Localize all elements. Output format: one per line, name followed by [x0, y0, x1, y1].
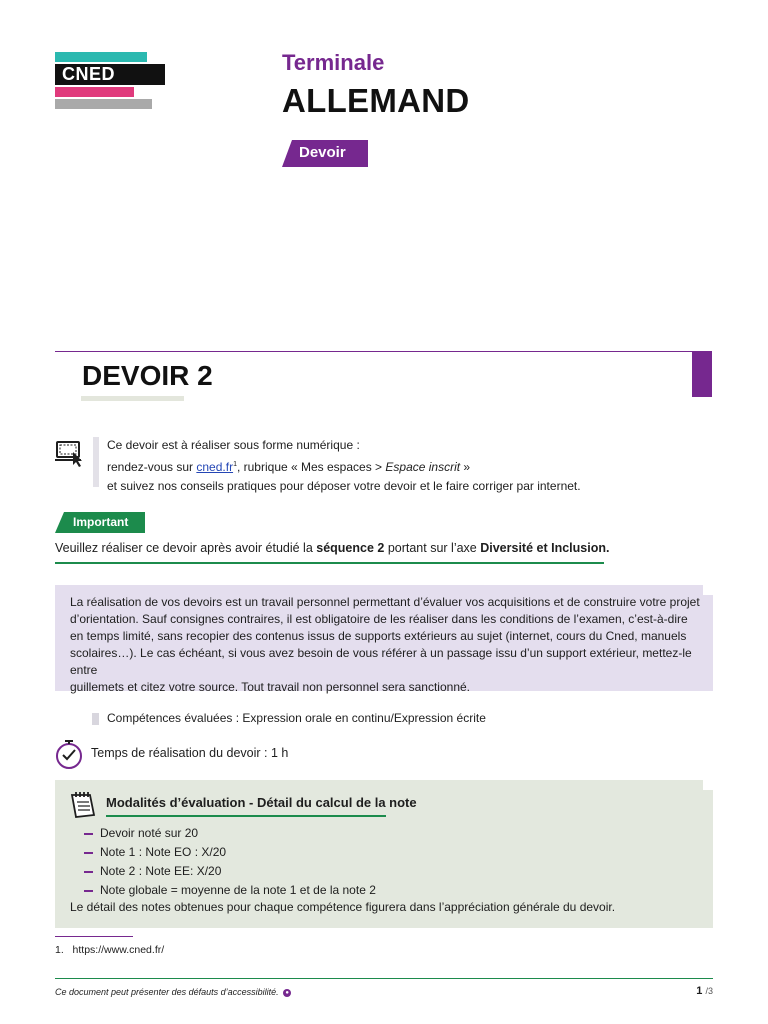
notice-line: guillemets et citez votre source. Tout travail non personnel sera sanctionné.: [70, 680, 470, 694]
logo-bar-grey: [55, 99, 152, 109]
important-sequence: séquence 2: [316, 541, 385, 555]
list-item-text: Note 2 : Note EE: X/20: [100, 864, 222, 878]
info-line-1: Ce devoir est à réaliser sous forme numérique :: [107, 438, 360, 452]
list-item: [84, 824, 376, 843]
footnote: [55, 944, 164, 956]
info-text: [107, 436, 581, 496]
list-item-text: Note 1 : Note EO : X/20: [100, 845, 227, 859]
important-tag: [55, 512, 145, 533]
important-underline: [55, 562, 604, 564]
info-line-2-suffix: »: [460, 460, 471, 474]
dash-icon: [84, 871, 93, 873]
list-item: [84, 881, 376, 900]
notice-line: en temps limité, sans recopier des contenus issus de supports extérieurs au sujet (internet, cours du Cned, manuels: [70, 629, 687, 643]
evaluation-box-corner: [703, 780, 713, 790]
notice-text: [70, 594, 710, 696]
info-line-3: et suivez nos conseils pratiques pour déposer votre devoir et le faire corriger par internet.: [107, 479, 581, 493]
info-line-2-italic: Espace inscrit: [385, 460, 461, 474]
devoir-tag: [282, 140, 368, 167]
footnote-ref: 1: [233, 461, 237, 468]
subject-title: ALLEMAND: [282, 82, 470, 119]
page-current: 1: [696, 985, 703, 997]
grade-label: Terminale: [282, 50, 385, 75]
important-mid: portant sur l’axe: [384, 541, 481, 555]
dash-icon: [84, 852, 93, 854]
notice-line: La réalisation de vos devoirs est un travail personnel permettant d’évaluer vos acquisitions et de construire votre projet: [70, 595, 700, 609]
info-line-2: [107, 455, 581, 477]
footnote-number: 1.: [55, 944, 64, 956]
devoir-tag-label: Devoir: [299, 144, 346, 161]
footer-rule: [55, 978, 713, 979]
list-item-text: Devoir noté sur 20: [100, 826, 199, 840]
important-text: [55, 541, 609, 555]
notice-line: scolaires…). Le cas échéant, si vous avez besoin de vous référer à un passage issu d’un support extérieur, mettez-le entre: [70, 646, 692, 677]
clock-check-icon: [55, 740, 85, 770]
cned-link[interactable]: cned.fr: [196, 460, 234, 474]
footnote-rule: [55, 936, 133, 937]
evaluation-title: Modalités d’évaluation - Détail du calcul de la note: [106, 795, 417, 810]
competences-bar: [92, 713, 99, 725]
devoir-title: DEVOIR 2: [82, 360, 213, 391]
accessibility-icon[interactable]: ●: [283, 989, 291, 997]
page-number: [696, 985, 713, 997]
important-axis: Diversité et Inclusion.: [480, 541, 610, 555]
evaluation-footer: Le détail des notes obtenues pour chaque compétence figurera dans l’appréciation générale du devoir.: [70, 900, 616, 914]
dash-icon: [84, 833, 93, 835]
info-line-2-mid: , rubrique « Mes espaces >: [236, 460, 386, 474]
footnote-url[interactable]: https://www.cned.fr/: [72, 944, 165, 956]
competences-text: Compétences évaluées : Expression orale en continu/Expression écrite: [107, 711, 486, 725]
notepad-icon: [68, 789, 98, 819]
info-line-2-prefix: rendez-vous sur: [107, 460, 197, 474]
logo-bar-pink: [55, 87, 134, 97]
evaluation-title-underline: [106, 815, 386, 817]
notice-line: d’orientation. Sauf consignes contraires, il est obligatoire de les réaliser dans les conditions de l’examen, c’est-à-dire: [70, 612, 688, 626]
time-text: Temps de réalisation du devoir : 1 h: [91, 746, 289, 760]
page-total: /3: [705, 986, 713, 996]
accessibility-notice: [55, 987, 291, 997]
evaluation-list: [84, 824, 376, 900]
logo-text: CNED: [62, 64, 116, 84]
computer-cursor-icon: [55, 438, 85, 468]
devoir-title-underline: [81, 396, 184, 401]
important-tag-label: Important: [73, 515, 129, 529]
info-bar: [93, 437, 99, 487]
section-rule: [55, 351, 695, 352]
accessibility-text: Ce document peut présenter des défauts d’accessibilité.: [55, 987, 279, 997]
list-item-text: Note globale = moyenne de la note 1 et de la note 2: [100, 883, 376, 897]
section-side-block: [692, 351, 712, 397]
dash-icon: [84, 890, 93, 892]
list-item: [84, 843, 376, 862]
important-prefix: Veuillez réaliser ce devoir après avoir étudié la: [55, 541, 317, 555]
list-item: [84, 862, 376, 881]
logo-bar-teal: [55, 52, 147, 62]
